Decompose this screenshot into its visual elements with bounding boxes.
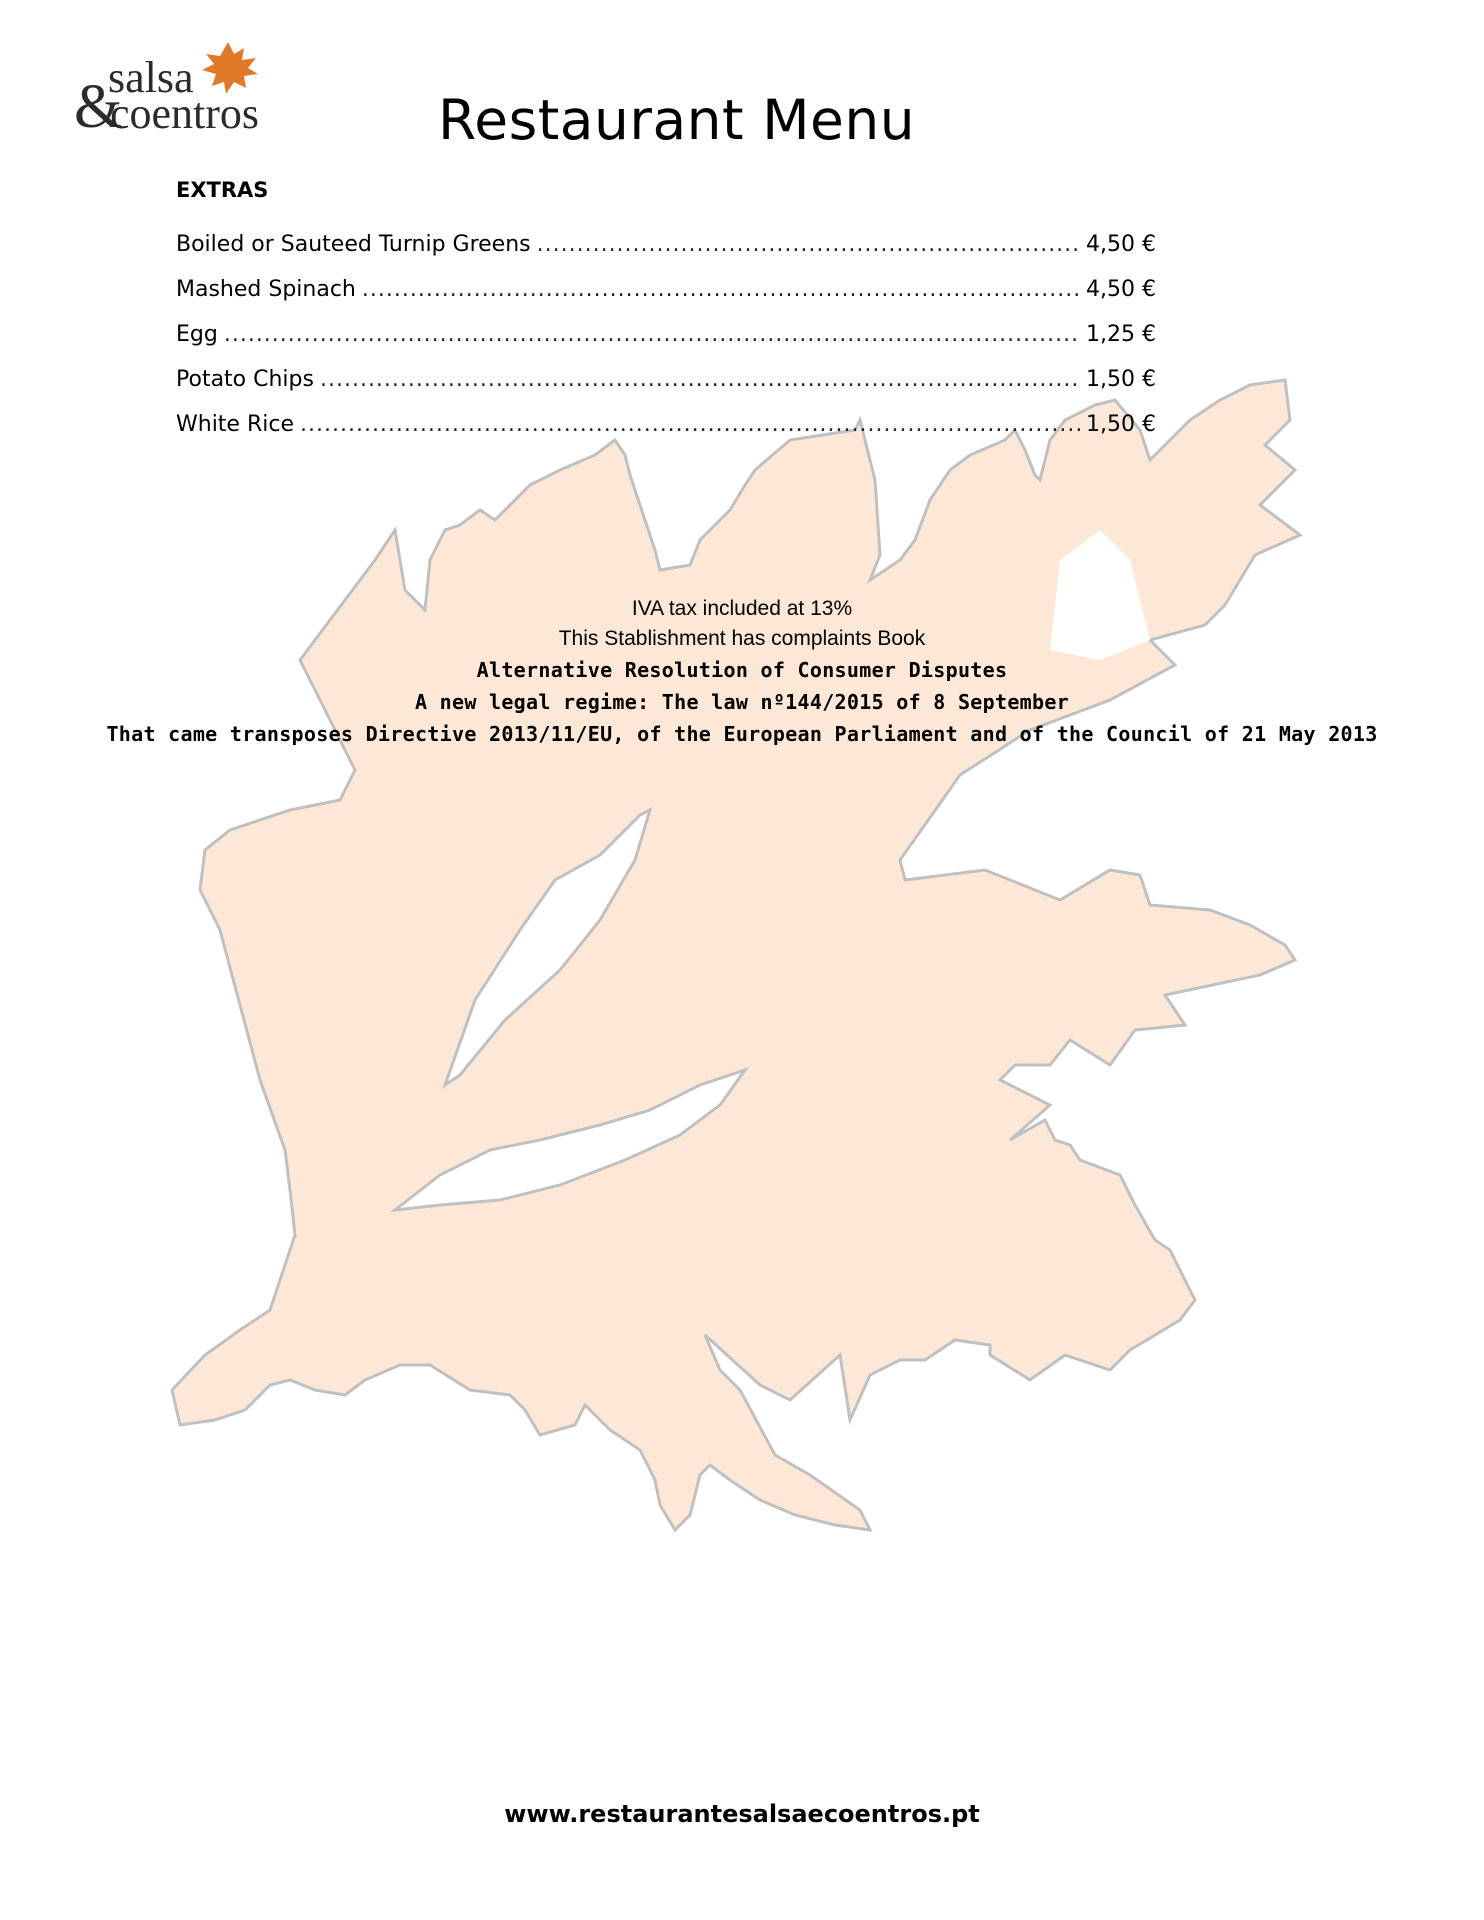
menu-list bbox=[176, 232, 1156, 457]
dot-leader bbox=[537, 232, 1080, 257]
menu-item-name: Egg bbox=[176, 322, 218, 347]
logo-ampersand: & bbox=[74, 73, 123, 141]
complaints-note: This Stablishment has complaints Book bbox=[558, 627, 926, 650]
menu-item bbox=[176, 322, 1156, 367]
logo-text-coentros: coentros bbox=[110, 89, 260, 138]
directive-note: That came transposes Directive 2013/11/EU, of the European Parliament and of the Council of 21 May 2013 bbox=[106, 722, 1378, 746]
maple-leaf-icon bbox=[196, 40, 260, 96]
menu-item-name: Mashed Spinach bbox=[176, 277, 356, 302]
menu-item-price: 1,50 € bbox=[1086, 367, 1156, 392]
dot-leader bbox=[320, 367, 1080, 392]
menu-item-name: Potato Chips bbox=[176, 367, 314, 392]
tax-note: IVA tax included at 13% bbox=[631, 597, 853, 620]
dot-leader bbox=[362, 277, 1080, 302]
menu-item bbox=[176, 277, 1156, 322]
menu-item-name: White Rice bbox=[176, 412, 294, 437]
dot-leader bbox=[300, 412, 1080, 437]
menu-item bbox=[176, 367, 1156, 412]
resolution-note: Alternative Resolution of Consumer Disputes bbox=[476, 658, 1008, 682]
menu-item-name: Boiled or Sauteed Turnip Greens bbox=[176, 232, 531, 257]
menu-item-price: 4,50 € bbox=[1086, 277, 1156, 302]
menu-item bbox=[176, 412, 1156, 457]
regime-note: A new legal regime: The law nº144/2015 of 8 September bbox=[414, 690, 1070, 714]
section-heading: EXTRAS bbox=[176, 178, 269, 202]
legal-notes bbox=[0, 594, 1484, 750]
menu-item bbox=[176, 232, 1156, 277]
page-title: Restaurant Menu bbox=[438, 88, 916, 152]
menu-item-price: 4,50 € bbox=[1086, 232, 1156, 257]
logo-text-salsa: salsa bbox=[108, 53, 194, 102]
menu-item-price: 1,50 € bbox=[1086, 412, 1156, 437]
menu-item-price: 1,25 € bbox=[1086, 322, 1156, 347]
website-link[interactable]: www.restaurantesalsaecoentros.pt bbox=[504, 1800, 980, 1828]
dot-leader bbox=[224, 322, 1080, 347]
logo bbox=[74, 40, 284, 140]
